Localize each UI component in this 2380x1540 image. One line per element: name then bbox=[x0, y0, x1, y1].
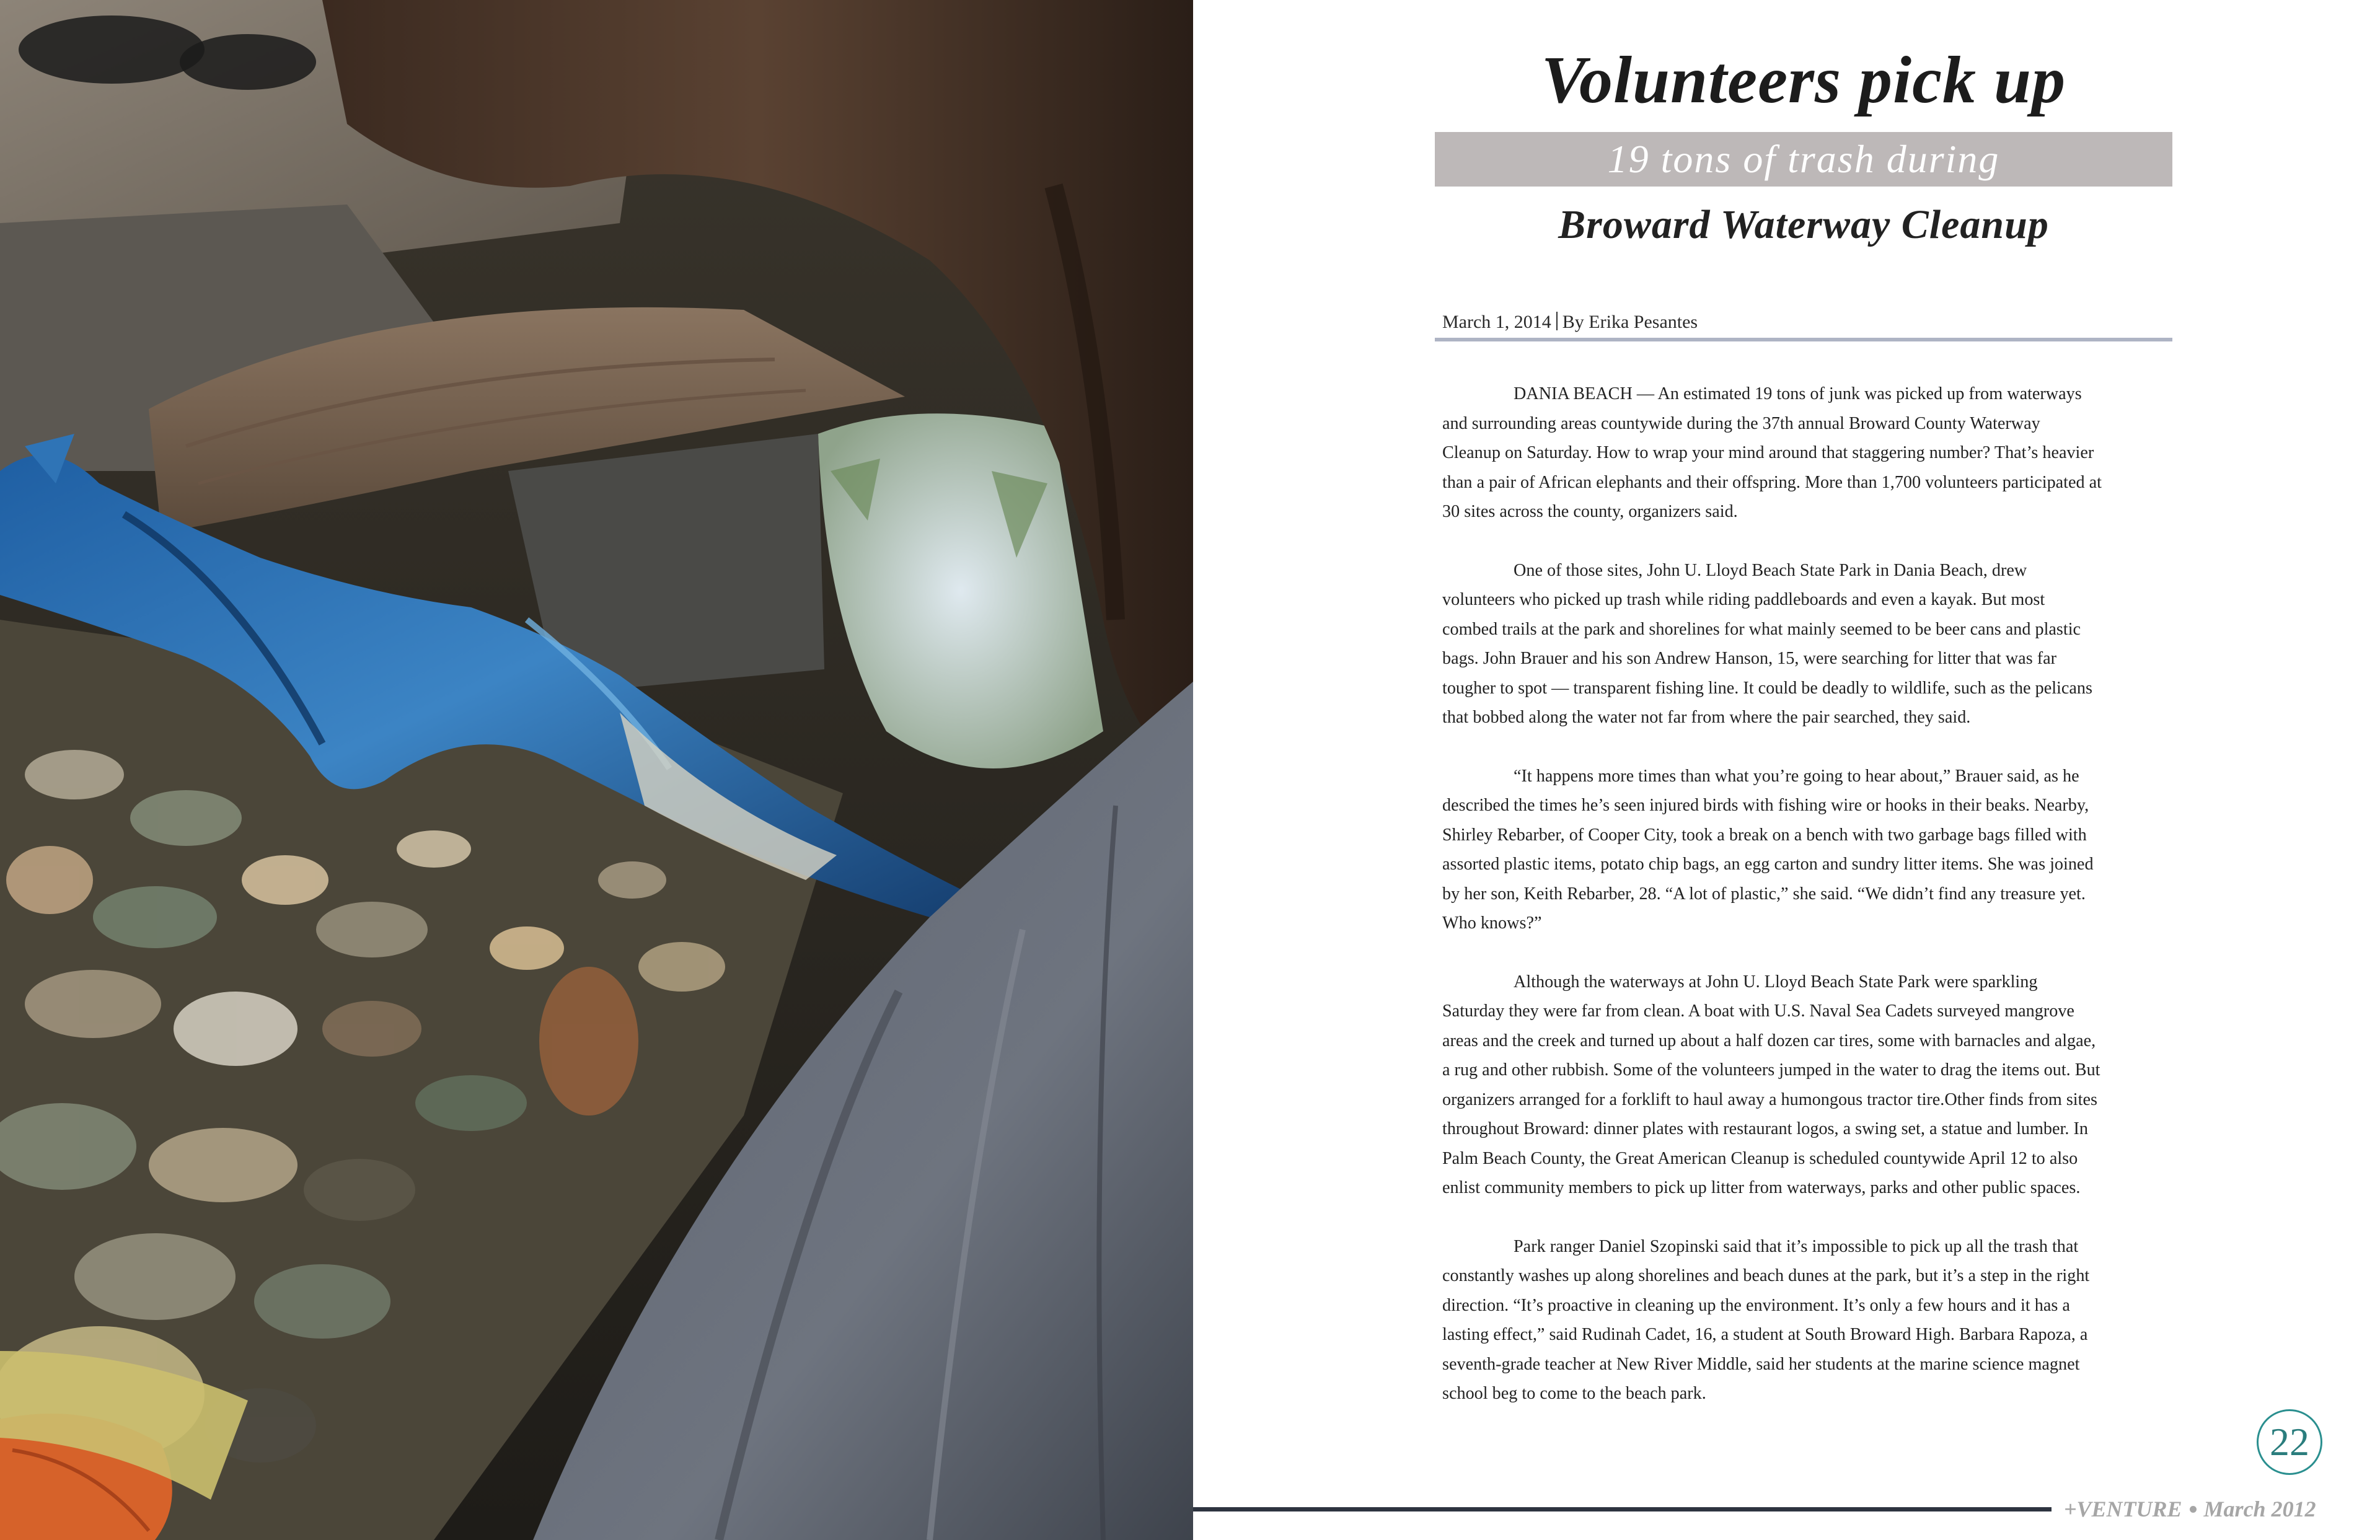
article-date: March 1, 2014 bbox=[1442, 312, 1551, 332]
article-page bbox=[1193, 0, 2380, 1540]
footer-credit bbox=[2064, 1494, 2316, 1525]
paragraph: “It happens more times than what you’re going to hear about,” Brauer said, as he described the times he’s seen injured birds with fishing wire or hooks in their beaks. Nearby, Shirley Rebarber, of Cooper City, took a break on a bench with two garbage bags filled with assorted plastic items, potato chip bags, an egg carton and sundry litter items. She was joined by her son, Keith Rebarber, 28. “A lot of plastic,” she said. “We didn’t find any treasure yet. Who knows?” bbox=[1442, 766, 2094, 933]
paragraph: Although the waterways at John U. Lloyd Beach State Park were sparkling Saturday they were far from clean. A boat with U.S. Naval Sea Cadets surveyed mangrove areas and the creek and turned up about a half dozen car tires, some with barnacles and algae, a rug and other rubbish. Some of the volunteers jumped in the water to drag the items out. But organizers arranged for a forklift to haul away a humongous tractor tire.Other finds from sites throughout Broward: dinner plates with restaurant logos, a swing set, a statue and lumber. In Palm Beach County, the Great American Cleanup is scheduled countywide April 12 to also enlist community members to pick up litter from waterways, parks and other public spaces. bbox=[1442, 972, 2100, 1197]
bullet-icon bbox=[2190, 1506, 2197, 1513]
byline-rule bbox=[1435, 338, 2172, 341]
subheadline-band bbox=[1435, 132, 2172, 187]
subheadline-band-text: 19 tons of trash during bbox=[1607, 137, 2000, 181]
subheadline: Broward Waterway Cleanup bbox=[1558, 202, 2049, 247]
footer-rule bbox=[1193, 1507, 2052, 1511]
page-number: 22 bbox=[2257, 1409, 2322, 1475]
paragraph: DANIA BEACH — An estimated 19 tons of junk was picked up from waterways and surrounding areas countywide during the 37th annual Broward County Waterway Cleanup on Saturday. How to wrap your mind around that staggering number? That’s heavier than a pair of African elephants and their offspring. More than 1,700 volunteers participated at 30 sites across the county, organizers said. bbox=[1442, 384, 2102, 521]
article-body bbox=[1442, 379, 2102, 1438]
article-author: By Erika Pesantes bbox=[1562, 312, 1698, 332]
headline: Volunteers pick up bbox=[1541, 43, 2066, 117]
issue-date: March 2012 bbox=[2203, 1497, 2316, 1521]
byline-separator bbox=[1556, 312, 1558, 330]
paragraph: One of those sites, John U. Lloyd Beach State Park in Dania Beach, drew volunteers who picked up trash while riding paddleboards and even a kayak. But most combed trails at the park and shorelines for what mainly seemed to be beer cans and plastic bags. John Brauer and his son Andrew Hanson, 15, were searching for litter that was far tougher to spot — transparent fishing line. It could be deadly to wildlife, such as the pelicans that bobbed along the water not far from where the pair searched, they said. bbox=[1442, 560, 2092, 727]
byline bbox=[1442, 308, 1698, 337]
magazine-name: +VENTURE bbox=[2064, 1497, 2182, 1521]
paragraph: Park ranger Daniel Szopinski said that it’s impossible to pick up all the trash that constantly washes up along shorelines and beach dunes at the park, but it’s a step in the right direction. “It’s proactive in cleaning up the environment. It’s only a few hours and it has a lasting effect,” said Rudinah Cadet, 16, a student at South Broward High. Barbara Rapoza, a seventh-grade teacher at New River Middle, said her students at the marine science magnet school beg to come to the beach park. bbox=[1442, 1236, 2090, 1403]
